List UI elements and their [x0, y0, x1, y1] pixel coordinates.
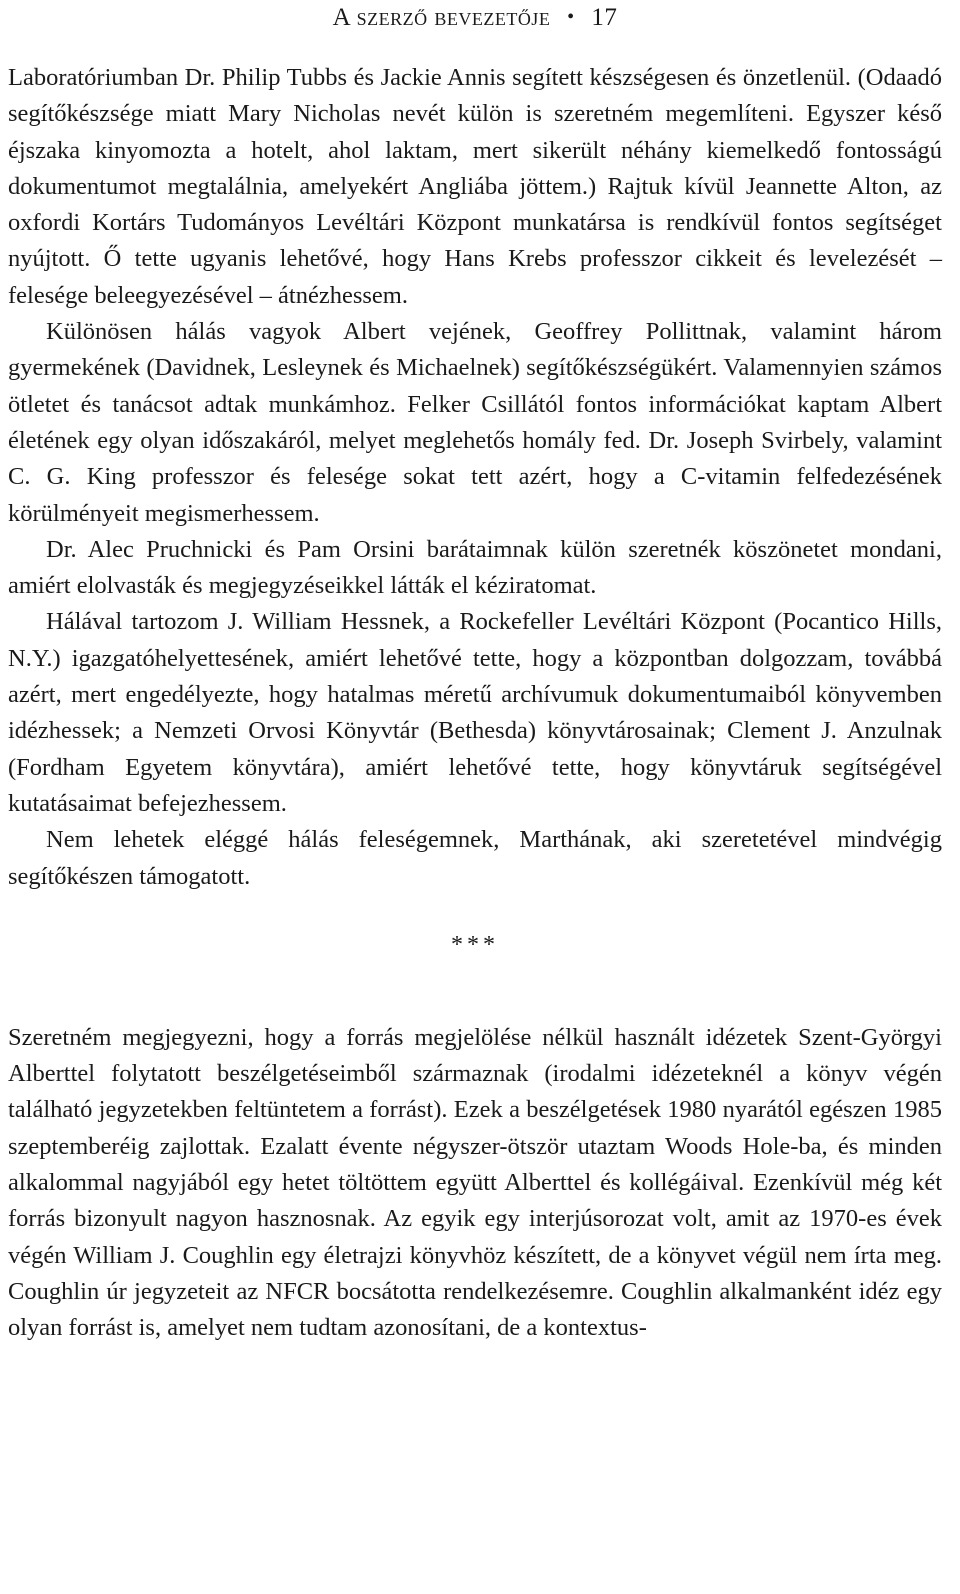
body-text: [8, 60, 942, 1347]
paragraph: Szeretném megjegyezni, hogy a forrás megjelölése nélkül használt idézetek Szent-Györgyi Alberttel folytatott beszélgetéseimből származnak (irodalmi idézeteknél a könyv végén található jegyzetekben feltüntetem a forrást). Ezek a beszélgetések 1980 nyarától egészen 1985 szeptemberéig zajlottak. Ezalatt évente négyszer-ötször utaztam Woods Hole-ba, és minden alkalommal nagyjából egy hetet töltöttem együtt Alberttel és kollégáival. Ezenkívül még két forrás bizonyult nagyon hasznosnak. Az egyik egy interjúsorozat volt, amit az 1970-es évek végén William J. Coughlin egy életrajzi könyvhöz készített, de a könyvet végül nem írta meg. Coughlin úr jegyzeteit az NFCR bocsátotta rendelkezésemre. Coughlin alkalmanként idéz egy olyan forrást is, amelyet nem tudtam azonosítani, de a kontextus-: [8, 1023, 942, 1342]
paragraph: Dr. Alec Pruchnicki és Pam Orsini barátaimnak külön szeretnék köszönetet mondani, amiért elolvasták és megjegyzéseikkel látták el kéziratomat.: [8, 535, 942, 600]
paragraph: Hálával tartozom J. William Hessnek, a Rockefeller Levéltári Központ (Pocantico Hills, N.Y.) igazgatóhelyettesének, amiért lehetővé tette, hogy a központban dolgozzam, továbbá azért, mert engedélyezte, hogy hatalmas méretű archívumuk dokumentumaiból könyvemben idézhessek; a Nemzeti Orvosi Könyvtár (Bethesda) könyvtárosainak; Clement J. Anzulnak (Fordham Egyetem könyvtára), amiért lehetővé tette, hogy könyvtáruk segítségével kutatásaimat befejezhessem.: [8, 608, 942, 817]
section-separator: ***: [451, 931, 499, 958]
paragraph: Laboratóriumban Dr. Philip Tubbs és Jackie Annis segített készségesen és önzetlenül. (Odaadó segítőkészsége miatt Mary Nicholas nevét külön is szeretném megemlíteni. Egyszer késő éjszaka kinyomozta a hotelt, ahol laktam, mert sikerült néhány kiemelkedő fontosságú dokumentumot megtalálnia, amelyekért Angliába jöttem.) Rajtuk kívül Jeannette Alton, az oxfordi Kortárs Tudományos Levéltári Központ munkatársa is rendkívül fontos segítséget nyújtott. Ő tette ugyanis lehetővé, hogy Hans Krebs professzor cikkeit és levelezését – felesége beleegyezésével – átnézhessem.: [8, 64, 942, 309]
chapter-title: A szerző bevezetője: [332, 4, 551, 31]
bullet-separator: •: [567, 6, 575, 28]
book-page: [8, 0, 942, 1347]
paragraph: Nem lehetek eléggé hálás feleségemnek, Marthának, aki szeretetével mindvégig segítőkészen támogatott.: [8, 826, 942, 890]
running-head: [8, 0, 942, 60]
page-number: 17: [591, 4, 618, 31]
paragraph: Különösen hálás vagyok Albert vejének, Geoffrey Pollittnak, valamint három gyermekének (Davidnek, Lesleynek és Michaelnek) segítőkészségükért. Valamennyien számos ötletet és tanácsot adtak munkámhoz. Felker Csillától fontos információkat kaptam Albert életének egy olyan időszakáról, melyet meglehetős homály fed. Dr. Joseph Svirbely, valamint C. G. King professzor és felesége sokat tett azért, hogy a C-vitamin felfedezésének körülményeit megismerhessem.: [8, 318, 942, 527]
